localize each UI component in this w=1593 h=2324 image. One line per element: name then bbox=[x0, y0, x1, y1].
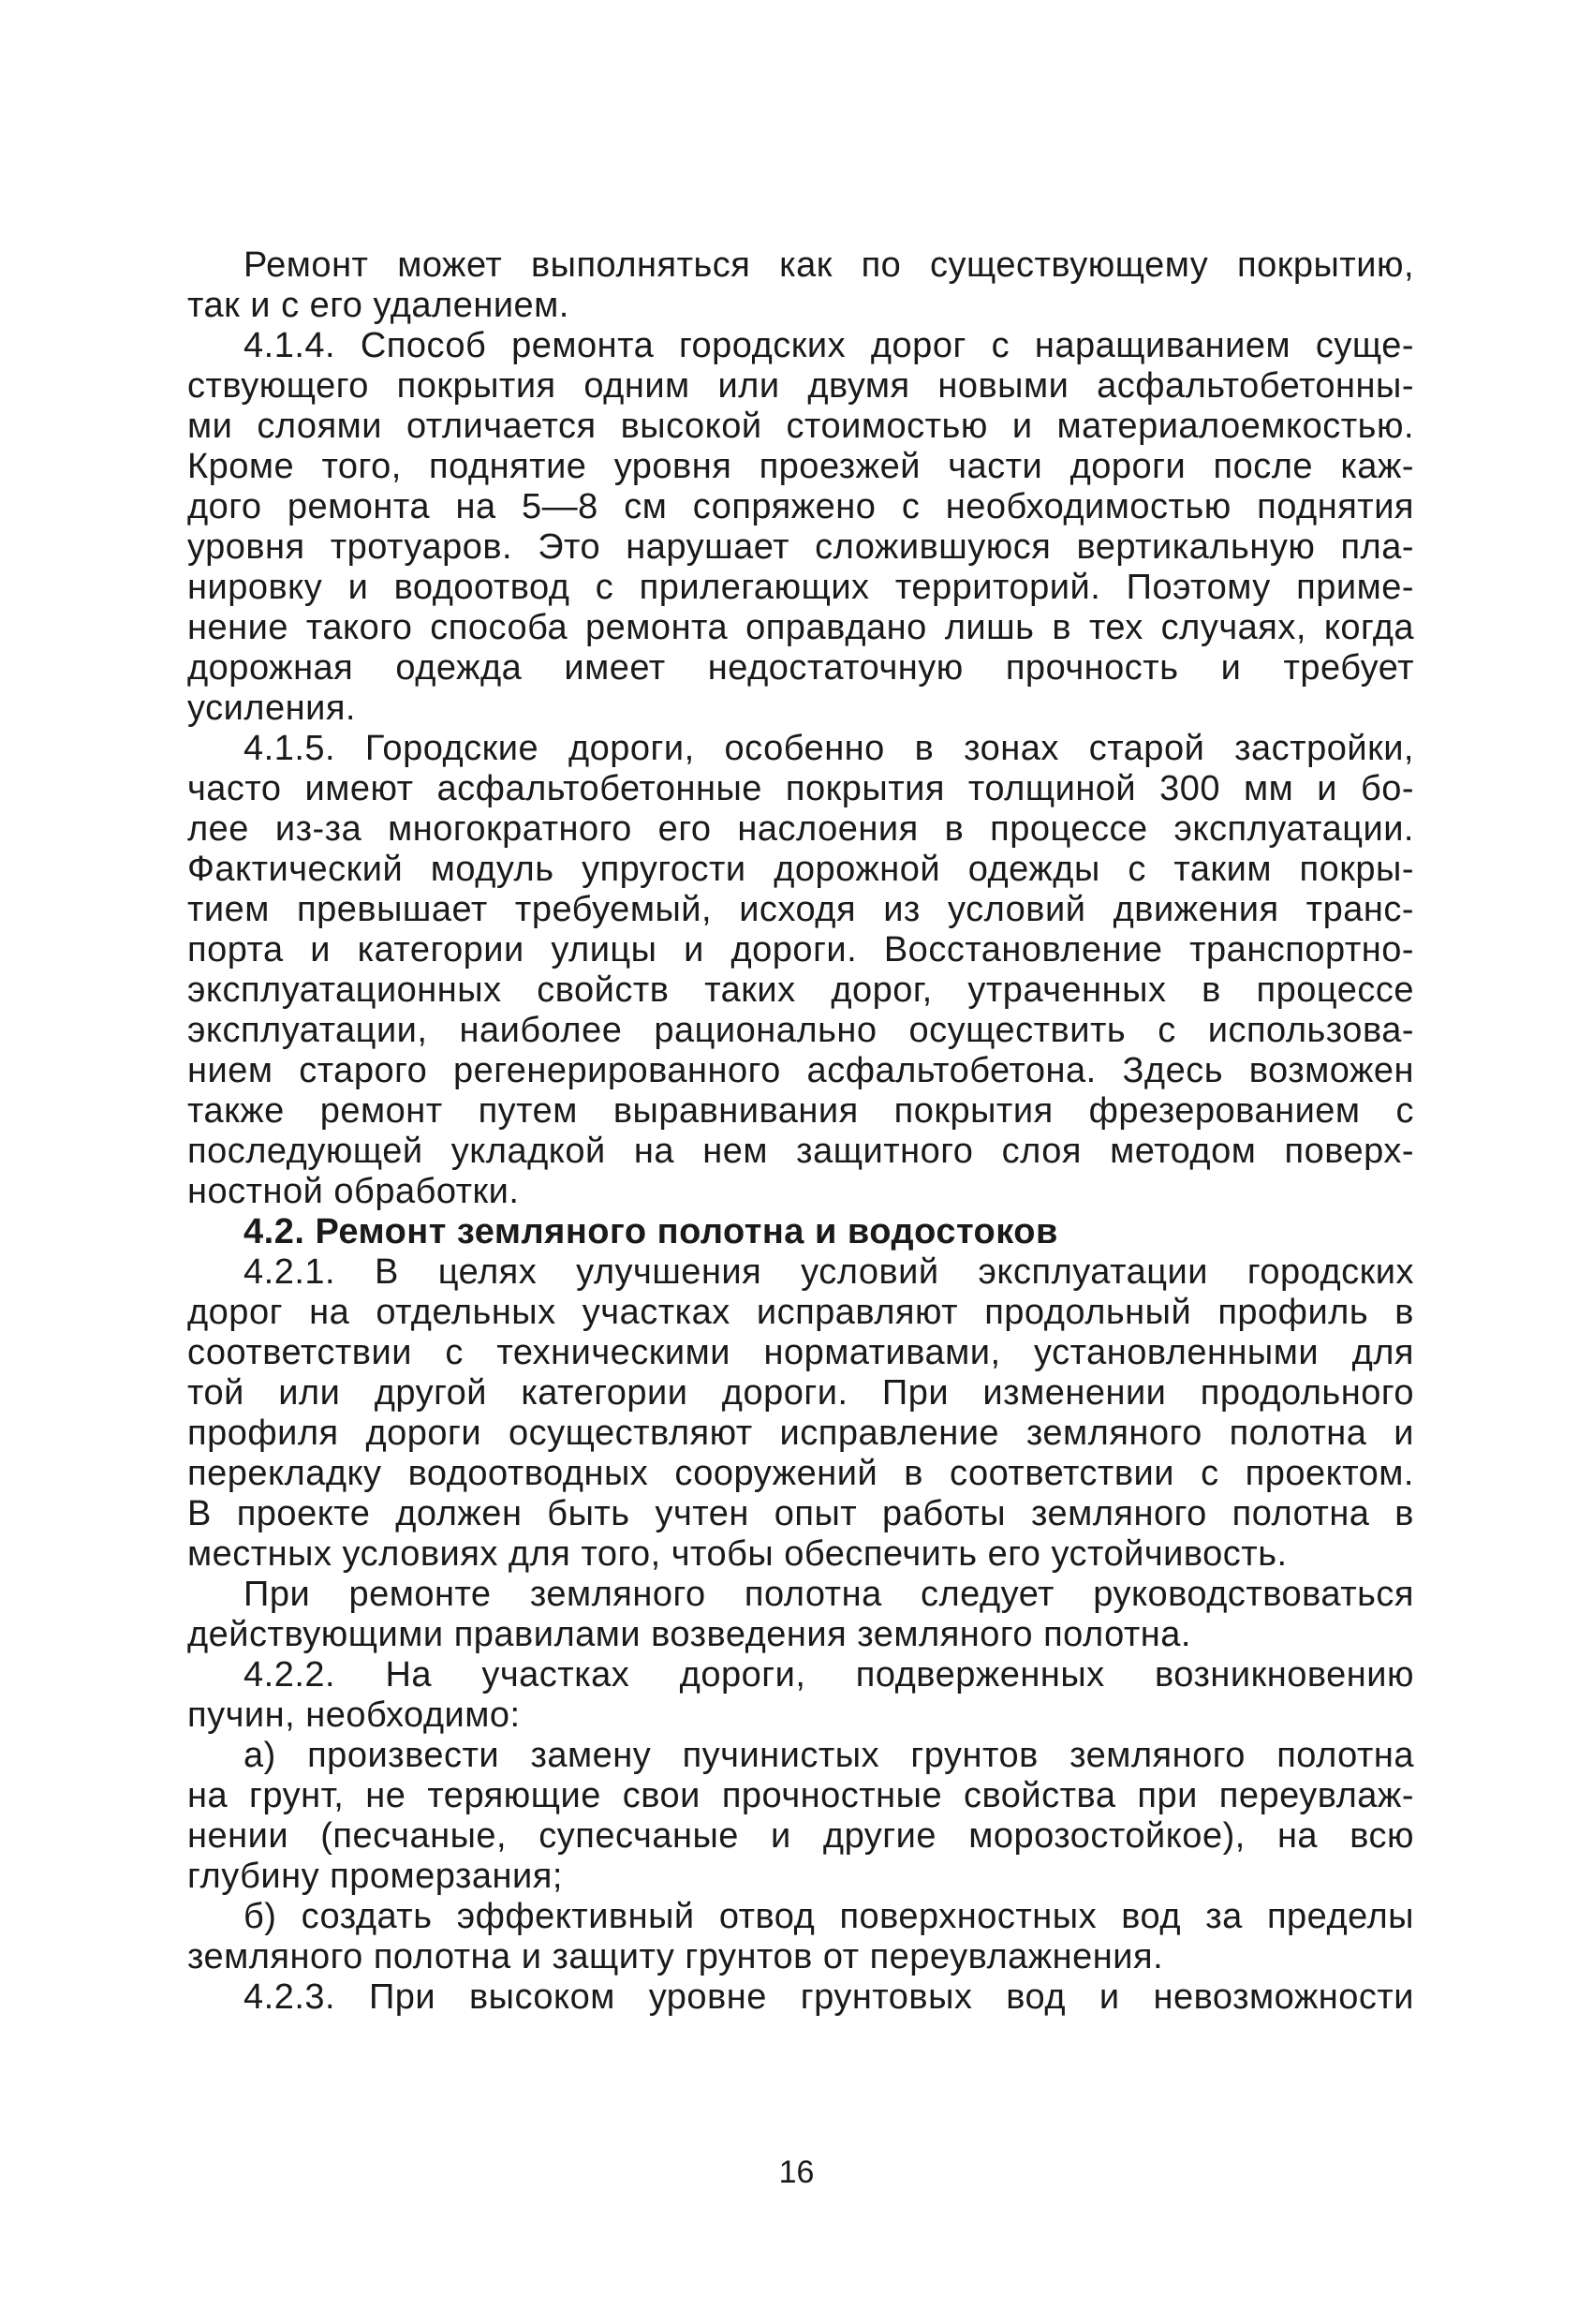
text-line: глубину промерзания; bbox=[187, 1857, 563, 1896]
text-line: б) создать эффективный отвод поверхностных вод за пределы bbox=[243, 1897, 1414, 1936]
page-number: 16 bbox=[778, 2154, 815, 2190]
text-line: ствующего покрытия одним или двумя новыми асфальтобетонны- bbox=[187, 366, 1414, 406]
text-line: нении (песчаные, супесчаные и другие морозостойкое), на всю bbox=[187, 1816, 1414, 1856]
text-line: нием старого регенерированного асфальтобетона. Здесь возможен bbox=[187, 1051, 1414, 1090]
text-line: также ремонт путем выравнивания покрытия фрезерованием с bbox=[187, 1091, 1414, 1131]
text-line: дорог на отдельных участках исправляют продольный профиль в bbox=[187, 1293, 1414, 1332]
text-line: так и с его удалением. bbox=[187, 286, 569, 325]
body-text bbox=[187, 245, 1414, 2018]
text-line: 4.1.5. Городские дороги, особенно в зонах старой застройки, bbox=[243, 729, 1414, 768]
text-line: 4.2.1. В целях улучшения условий эксплуатации городских bbox=[243, 1252, 1414, 1292]
text-line: нировку и водоотвод с прилегающих территорий. Поэтому приме- bbox=[187, 568, 1414, 607]
text-line: действующими правилами возведения земляного полотна. bbox=[187, 1615, 1191, 1654]
text-line: последующей укладкой на нем защитного слоя методом поверх- bbox=[187, 1132, 1414, 1171]
text-line: эксплуатации, наиболее рационально осуществить с использова- bbox=[187, 1011, 1414, 1050]
text-line: соответствии с техническими нормативами, установленными для bbox=[187, 1333, 1414, 1372]
text-line: Ремонт может выполняться как по существующему покрытию, bbox=[243, 245, 1414, 285]
text-line: местных условиях для того, чтобы обеспечить его устойчивость. bbox=[187, 1534, 1288, 1574]
text-line: на грунт, не теряющие свои прочностные свойства при переувлаж- bbox=[187, 1776, 1414, 1815]
text-line: земляного полотна и защиту грунтов от переувлажнения. bbox=[187, 1937, 1164, 1976]
text-line: ностной обработки. bbox=[187, 1172, 520, 1211]
text-line: пучин, необходимо: bbox=[187, 1695, 521, 1735]
section-heading: 4.2. Ремонт земляного полотна и водостоков bbox=[243, 1212, 1058, 1251]
text-line: При ремонте земляного полотна следует руководствоваться bbox=[243, 1575, 1414, 1614]
text-line: ми слоями отличается высокой стоимостью и материалоемкостью. bbox=[187, 407, 1414, 446]
text-line: усиления. bbox=[187, 688, 356, 728]
text-line: тием превышает требуемый, исходя из условий движения транс- bbox=[187, 890, 1414, 929]
text-line: Фактический модуль упругости дорожной одежды с таким покры- bbox=[187, 850, 1414, 889]
text-line: порта и категории улицы и дороги. Восстановление транспортно- bbox=[187, 930, 1414, 970]
text-line: уровня тротуаров. Это нарушает сложившуюся вертикальную пла- bbox=[187, 527, 1414, 567]
text-line: лее из-за многократного его наслоения в процессе эксплуатации. bbox=[187, 809, 1414, 849]
text-line: В проекте должен быть учтен опыт работы земляного полотна в bbox=[187, 1494, 1414, 1533]
text-line: нение такого способа ремонта оправдано лишь в тех случаях, когда bbox=[187, 608, 1414, 647]
text-line: часто имеют асфальтобетонные покрытия толщиной 300 мм и бо- bbox=[187, 769, 1414, 808]
text-line: эксплуатационных свойств таких дорог, утраченных в процессе bbox=[187, 970, 1414, 1010]
text-line: дорожная одежда имеет недостаточную прочность и требует bbox=[187, 648, 1414, 688]
text-line: 4.1.4. Способ ремонта городских дорог с наращиванием суще- bbox=[243, 326, 1414, 365]
text-line: 4.2.3. При высоком уровне грунтовых вод и невозможности bbox=[243, 1977, 1414, 2017]
text-line: дого ремонта на 5—8 см сопряжено с необходимостью поднятия bbox=[187, 487, 1414, 526]
text-line: той или другой категории дороги. При изменении продольного bbox=[187, 1373, 1414, 1413]
text-line: профиля дороги осуществляют исправление земляного полотна и bbox=[187, 1414, 1414, 1453]
text-line: 4.2.2. На участках дороги, подверженных возникновению bbox=[243, 1655, 1414, 1695]
text-line: а) произвести замену пучинистых грунтов земляного полотна bbox=[243, 1736, 1414, 1775]
text-line: перекладку водоотводных сооружений в соответствии с проектом. bbox=[187, 1454, 1414, 1493]
text-line: Кроме того, поднятие уровня проезжей части дороги после каж- bbox=[187, 447, 1414, 486]
